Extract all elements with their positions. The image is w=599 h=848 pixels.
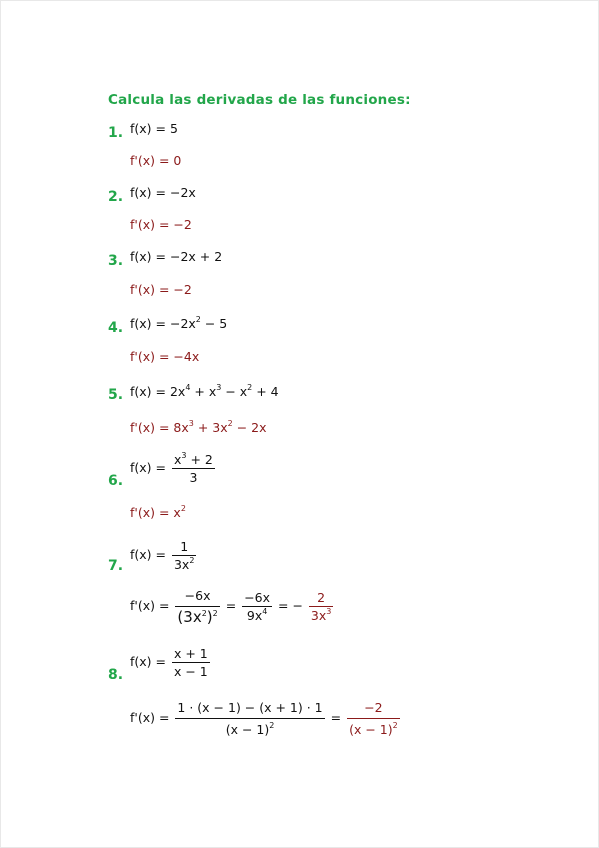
derivative-3: f'(x) = −2 [130,282,192,297]
derivative-7-fraction-1: $\frac{-6x}{(3x^2)^2}$ [177,588,218,626]
derivative-5: $f'(x) = 8x^3 + 3x^2 - 2x$ [130,419,267,435]
item-number-8: 8. [108,667,124,683]
derivative-7-fraction-2: $\frac{-6x}{9x^4}$ [244,590,271,623]
derivative-2: f'(x) = −2 [130,217,192,232]
item-number-2: 2. [108,189,124,205]
function-1: f(x) = 5 [130,121,178,136]
function-7: f(x) = $\frac{1}{3x^2}$ [130,539,195,572]
function-8-fraction: $\frac{x + 1}{x - 1}$ [173,646,208,679]
derivative-7-fraction-3: $\frac{2}{3x^3}$ [310,590,332,623]
item-number-3: 3. [108,253,124,269]
item-number-7: 7. [108,558,124,574]
derivative-8-fraction-1: $\frac{1 \cdot (x - 1) - (x + 1) \cdot 1}{(x - 1)^2}$ [177,700,323,737]
function-8: f(x) = $\frac{x + 1}{x - 1}$ [130,646,208,679]
derivative-8-fraction-2: $\frac{-2}{(x - 1)^2}$ [349,700,398,737]
item-number-6: 6. [108,473,124,489]
item-number-5: 5. [108,387,124,403]
exercise-title: Calcula las derivadas de las funciones: [108,92,411,108]
function-3: f(x) = −2x + 2 [130,249,223,264]
derivative-1: f'(x) = 0 [130,153,182,168]
function-6: f(x) = $\frac{x^3 + 2}{3}$ [130,451,213,485]
function-6-fraction: $\frac{x^3 + 2}{3}$ [173,451,213,485]
function-7-fraction: $\frac{1}{3x^2}$ [173,539,195,572]
item-number-1: 1. [108,125,124,141]
function-4: $f(x) = -2x^2 - 5$ [130,315,228,331]
item-number-4: 4. [108,320,124,336]
function-5: $f(x) = 2x^4 + x^3 - x^2 + 4$ [130,383,279,399]
derivative-4: f'(x) = −4x [130,349,200,364]
function-2: f(x) = −2x [130,185,196,200]
derivative-7: f'(x) = $\frac{-6x}{(3x^2)^2}$ = $\frac{-6x}{9x^4}$ = − $\frac{2}{3x^3}$ [130,588,332,626]
derivative-8: f'(x) = $\frac{1 \cdot (x - 1) - (x + 1) \cdot 1}{(x - 1)^2}$ = $\frac{-2}{(x - 1)^2}$ [130,700,398,737]
derivative-6: $f'(x) = x^2$ [130,504,186,520]
